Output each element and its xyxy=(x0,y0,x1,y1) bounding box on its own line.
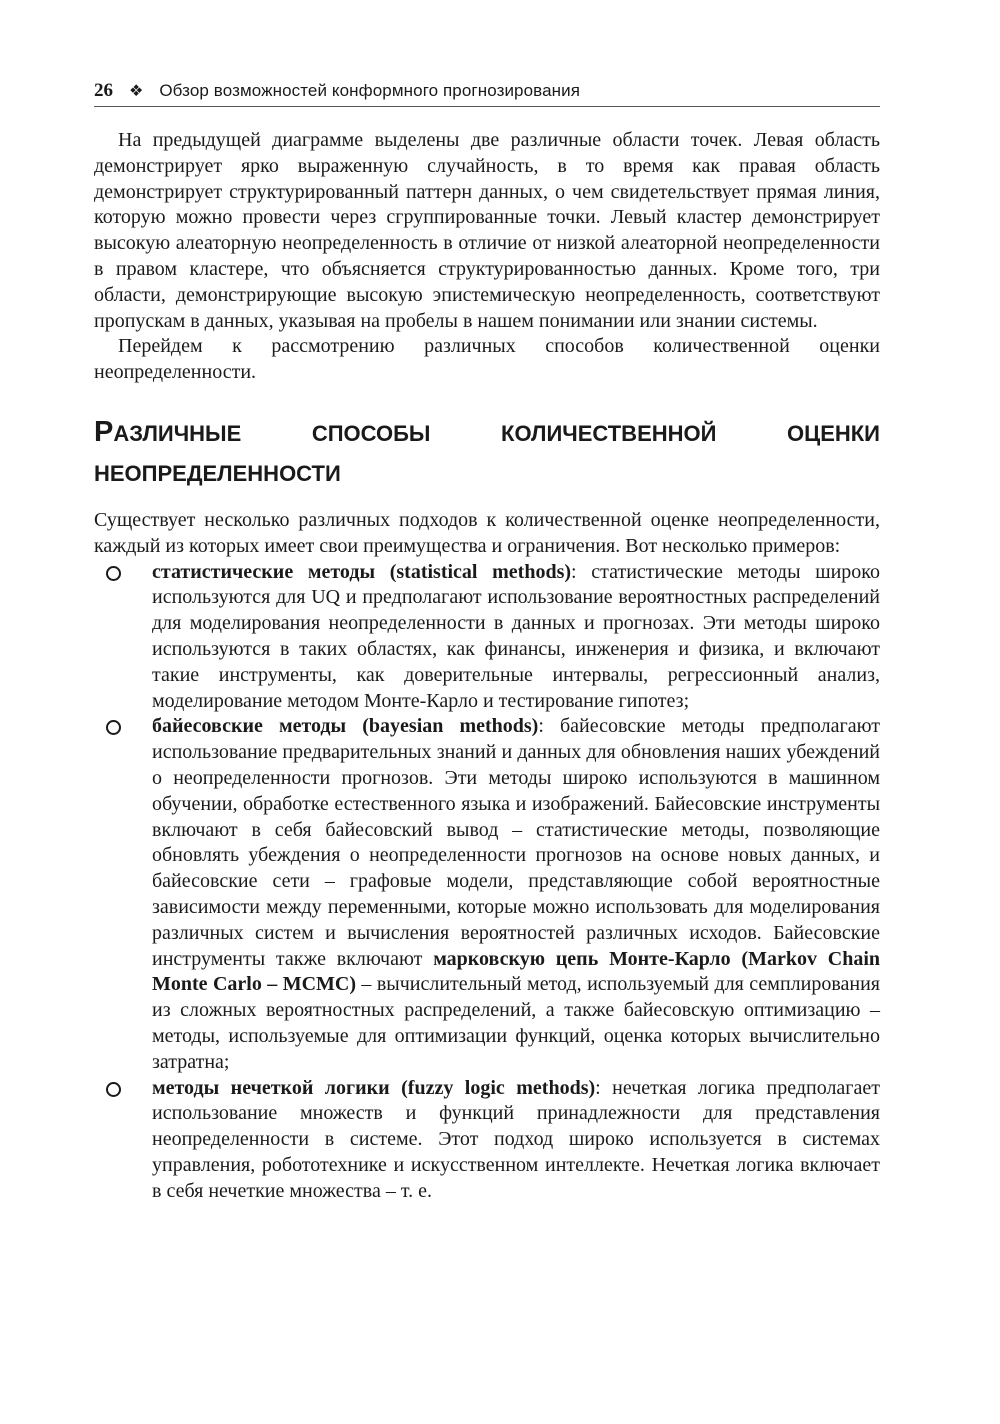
method-description: : статистические методы широко используются для UQ и предполагают использование вероятностных распределений для моделирования неопределенности в данных и прогнозах. Эти методы широко используются в таких областях, как финансы, инженерия и физика, и включают такие инструменты, как доверительные интервалы, регрессионный анализ, моделирование методом Монте-Карло и тестирование гипотез; xyxy=(152,560,880,712)
method-description: : байесовские методы предполагают использование предварительных знаний и данных для обновления наших убеждений о неопределенности прогнозов. Эти методы широко используются в машинном обучении, обработке естественного языка и изображений. Байесовские инструменты включают в себя байесовский вывод – статистические методы, позволяющие обновлять убеждения о неопределенности прогнозов на основе новых данных, и байесовские сети – графовые модели, представляющие собой вероятностные зависимости между переменными, которые можно использовать для моделирования различных систем и вычисления вероятностей различных исходов. Байесовские инструменты также включают xyxy=(152,715,880,970)
heading-text: АЗЛИЧНЫЕ СПОСОБЫ КОЛИЧЕСТВЕННОЙ ОЦЕНКИ НЕОПРЕДЕЛЕННОСТИ xyxy=(94,420,880,486)
method-term: статистические методы (statistical methods) xyxy=(152,560,572,583)
running-header xyxy=(94,76,880,107)
heading-initial: Р xyxy=(94,415,114,448)
method-term-secondary: марковскую цепь Монте-Карло (Markov Chain Monte Carlo – MCMC) xyxy=(152,947,880,996)
section-heading xyxy=(94,412,880,494)
list-item xyxy=(94,1076,880,1205)
section-lead-paragraph: Существует несколько различных подходов к количественной оценке неопределенности, каждый из которых имеет свои преимущества и ограничения. Вот несколько примеров: xyxy=(94,508,880,557)
page-number: 26 xyxy=(94,80,113,101)
circle-bullet-icon xyxy=(106,720,121,735)
circle-bullet-icon xyxy=(106,1082,121,1097)
method-term: методы нечеткой логики (fuzzy logic methods) xyxy=(152,1076,596,1099)
method-description: : нечеткая логика предполагает использование множеств и функций принадлежности для представления неопределенности в системе. Этот подход широко используется в системах управления, робототехнике и искусственном интеллекте. Нечеткая логика включает в себя нечеткие множества – т. е. xyxy=(152,1076,880,1202)
circle-bullet-icon xyxy=(106,566,121,581)
diamond-ornament-icon: ❖ xyxy=(129,83,144,100)
list-item xyxy=(94,560,880,715)
list-item xyxy=(94,714,880,1075)
page-body xyxy=(94,128,880,1204)
intro-paragraph-1: На предыдущей диаграмме выделены две различные области точек. Левая область демонстрирует ярко выраженную случайность, в то время как правая область демонстрирует структурированный паттерн данных, о чем свидетельствует прямая линия, которую можно провести через сгруппированные точки. Левый кластер демонстрирует высокую алеаторную неопределенность в отличие от низкой алеаторной неопределенности в правом кластере, что объясняется структурированностью данных. Кроме того, три области, демонстрирующие высокую эпистемическую неопределенность, соответствуют пропускам в данных, указывая на пробелы в нашем понимании или знании системы. xyxy=(94,129,880,332)
method-description-continued: – вычислительный метод, используемый для семплирования из сложных вероятностных распределений, а также байесовскую оптимизацию – методы, используемые для оптимизации функций, оценка которых вычислительно затратна; xyxy=(152,973,880,1073)
method-term: байесовские методы (bayesian methods) xyxy=(152,715,539,738)
chapter-title: Обзор возможностей конформного прогнозирования xyxy=(159,81,581,100)
intro-paragraph-2: Перейдем к рассмотрению различных способов количественной оценки неопределенности. xyxy=(94,335,880,384)
methods-list xyxy=(94,560,880,1205)
